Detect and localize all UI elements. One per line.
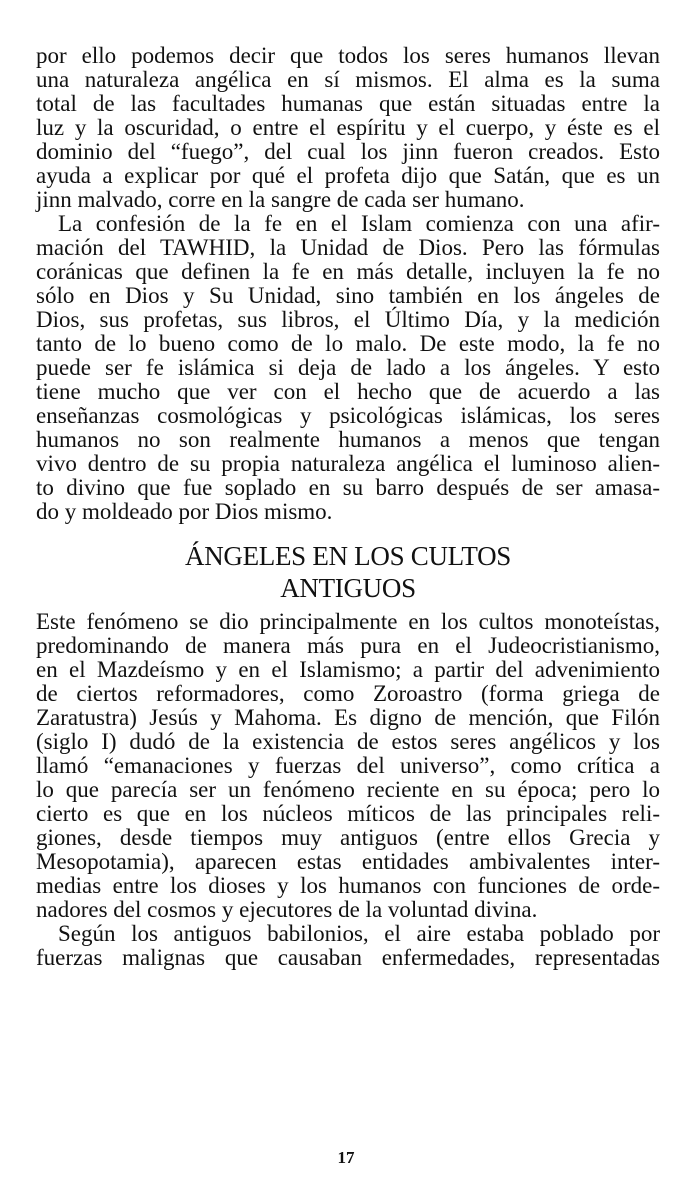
text-line: lo que parecía ser un fenómeno reciente en su época; pero lo	[36, 777, 660, 802]
text-line: sólo en Dios y Su Unidad, sino también en los ángeles de	[36, 283, 660, 308]
body-text-top	[36, 44, 660, 524]
text-line: cierto es que en los núcleos míticos de las principales reli-	[36, 801, 660, 826]
text-line: medias entre los dioses y los humanos con funciones de orde-	[36, 873, 660, 898]
text-line: tanto de lo bueno como de lo malo. De este modo, la fe no	[36, 331, 660, 356]
text-line: de ciertos reformadores, como Zoroastro (forma griega de	[36, 681, 660, 706]
text-line: La confesión de la fe en el Islam comienza con una afir-	[58, 211, 660, 236]
text-line: humanos no son realmente humanos a menos que tengan	[36, 427, 660, 452]
body-text-bottom	[36, 610, 660, 970]
text-line: tiene mucho que ver con el hecho que de acuerdo a las	[36, 379, 660, 404]
text-line: llamó “emanaciones y fuerzas del universo”, como crítica a	[36, 753, 660, 778]
text-line: enseñanzas cosmológicas y psicológicas islámicas, los seres	[36, 403, 660, 428]
section-heading-line-2: ANTIGUOS	[280, 573, 416, 603]
text-line: predominando de manera más pura en el Judeocristianismo,	[36, 633, 660, 658]
paragraph	[36, 44, 660, 212]
text-line: to divino que fue soplado en su barro después de ser amasa-	[36, 475, 660, 500]
text-line: total de las facultades humanas que están situadas entre la	[36, 91, 660, 116]
text-line: do y moldeado por Dios mismo.	[36, 499, 333, 524]
text-line: nadores del cosmos y ejecutores de la voluntad divina.	[36, 897, 538, 922]
text-line: vivo dentro de su propia naturaleza angélica el luminoso alien-	[36, 451, 660, 476]
section-heading-line-1: ÁNGELES EN LOS CULTOS	[185, 541, 511, 571]
text-line: ayuda a explicar por qué el profeta dijo que Satán, que es un	[36, 163, 660, 188]
paragraph	[36, 212, 660, 524]
text-line: Mesopotamia), aparecen estas entidades ambivalentes inter-	[36, 849, 660, 874]
text-line: Según los antiguos babilonios, el aire estaba poblado por	[58, 921, 660, 946]
text-line: dominio del “fuego”, del cual los jinn fueron creados. Esto	[36, 139, 660, 164]
text-line: puede ser fe islámica si deja de lado a los ángeles. Y esto	[36, 355, 660, 380]
paragraph	[36, 922, 660, 970]
text-line: Este fenómeno se dio principalmente en los cultos monoteístas,	[36, 609, 660, 634]
text-line: luz y la oscuridad, o entre el espíritu y el cuerpo, y éste es el	[36, 115, 660, 140]
text-line: mación del TAWHID, la Unidad de Dios. Pero las fórmulas	[36, 235, 660, 260]
text-line: jinn malvado, corre en la sangre de cada ser humano.	[36, 187, 525, 212]
text-line: Zaratustra) Jesús y Mahoma. Es digno de mención, que Filón	[36, 705, 660, 730]
text-line: una naturaleza angélica en sí mismos. El alma es la suma	[36, 67, 660, 92]
text-line: por ello podemos decir que todos los seres humanos llevan	[36, 43, 660, 68]
page-number: 17	[337, 1148, 355, 1167]
text-line: (siglo I) dudó de la existencia de estos seres angélicos y los	[36, 729, 660, 754]
text-line: giones, desde tiempos muy antiguos (entre ellos Grecia y	[36, 825, 660, 850]
text-line: Dios, sus profetas, sus libros, el Último Día, y la medición	[36, 307, 660, 332]
text-line: fuerzas malignas que causaban enfermedades, representadas	[36, 945, 660, 970]
text-line: en el Mazdeísmo y en el Islamismo; a partir del advenimiento	[36, 657, 660, 682]
text-line: coránicas que definen la fe en más detalle, incluyen la fe no	[36, 259, 660, 284]
paragraph	[36, 610, 660, 922]
section-heading	[36, 540, 660, 604]
book-page	[36, 44, 660, 970]
